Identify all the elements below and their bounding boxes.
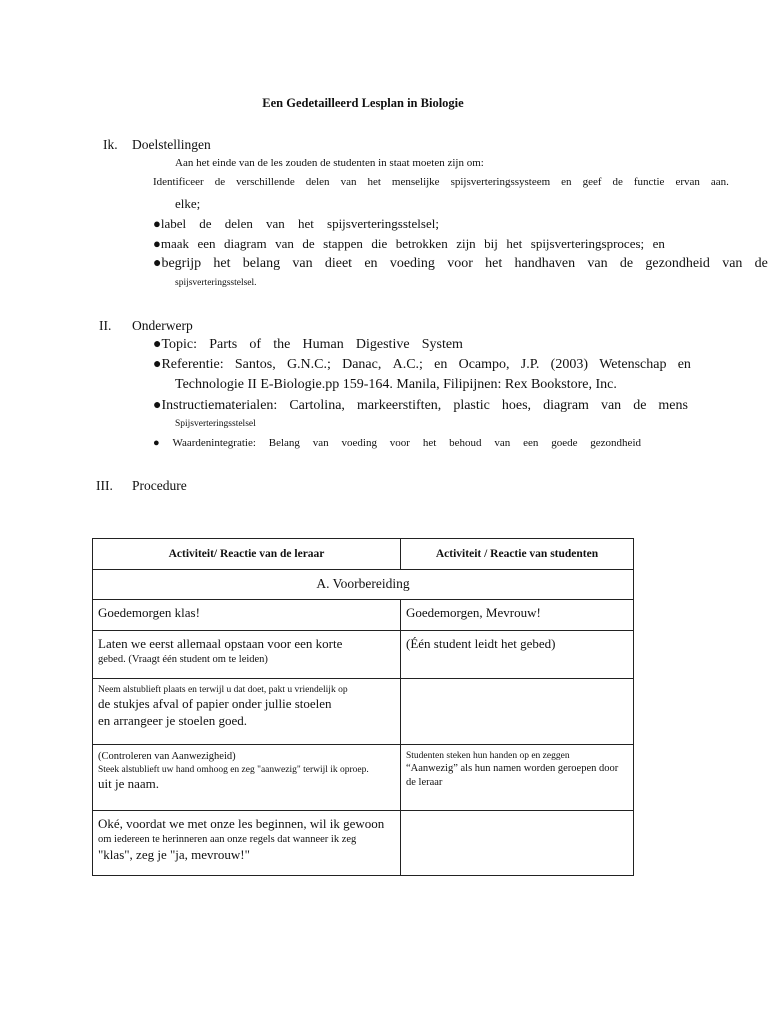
word: functie (633, 176, 665, 188)
objective-bullet-diagram (153, 236, 665, 252)
word: ●maak (153, 236, 190, 251)
teacher-text: Goedemorgen klas! (98, 605, 200, 620)
word: een (197, 236, 216, 251)
teacher-text: "klas", zeg je "ja, mevrouw!" (98, 846, 250, 862)
teacher-cell (93, 679, 401, 745)
word: goede (551, 437, 578, 449)
word: zijn (456, 236, 476, 251)
objective-bullet-label (153, 216, 439, 232)
word: en (561, 176, 572, 188)
word: diagram (224, 236, 267, 251)
student-cell (401, 811, 634, 876)
table-row (93, 811, 634, 876)
word: Waardenintegratie: (172, 437, 256, 449)
student-cell (401, 600, 634, 631)
word: van (292, 256, 313, 271)
word: A.C.; (392, 357, 423, 372)
word: (2003) (550, 357, 588, 372)
word: de (214, 176, 226, 188)
word: delen (305, 176, 330, 188)
teacher-text: om iedereen te herinneren aan onze regels dat wanneer ik zeg (98, 833, 357, 845)
teacher-text: (Controleren van Aanwezigheid) (98, 751, 236, 762)
word: J.P. (520, 357, 540, 372)
student-text: (Één student leidt het gebed) (406, 636, 556, 651)
word: delen (224, 216, 253, 231)
header-students: Activiteit / Reactie van studenten (401, 539, 634, 570)
teacher-cell (93, 745, 401, 811)
header-teacher: Activiteit/ Reactie van de leraar (93, 539, 401, 570)
table-row (93, 631, 634, 679)
word: een (523, 437, 539, 449)
word: menselijke (391, 176, 440, 188)
teacher-cell (93, 811, 401, 876)
section-2-title: Onderwerp (132, 318, 193, 333)
teacher-cell (93, 631, 401, 679)
word: van (266, 216, 285, 231)
word: Belang (268, 437, 300, 449)
teacher-text: de stukjes afval of papier onder jullie stoelen (98, 696, 332, 712)
word: gezondheid (590, 437, 641, 449)
teacher-text: Neem alstublieft plaats en terwijl u dat doet, pakt u vriendelijk op (98, 685, 348, 695)
section-voorbereiding: A. Voorbereiding (93, 570, 634, 600)
word: ●begrijp (153, 256, 202, 271)
word: Danac, (342, 357, 382, 372)
table-row (93, 600, 634, 631)
section-1-number: Ik. (103, 137, 118, 152)
objective-line-2: elke; (175, 196, 201, 211)
word: System (421, 337, 463, 352)
word: plastic (453, 398, 490, 413)
subject-referentie (153, 357, 691, 373)
word: stappen (323, 236, 363, 251)
word: het (213, 256, 231, 271)
word: handhaven (514, 256, 576, 271)
table-row (93, 745, 634, 811)
word: van (600, 398, 622, 413)
word: Wetenschap (599, 357, 667, 372)
word: dieet (324, 256, 353, 271)
word: betrokken (395, 236, 448, 251)
student-text: Goedemorgen, Mevrouw! (406, 605, 541, 620)
word: het (367, 176, 381, 188)
word: Identificeer (153, 176, 204, 188)
word: van (340, 176, 357, 188)
word: voor (447, 256, 473, 271)
word: ● (153, 437, 160, 449)
subject-materialen-tail: Spijsverteringsstelsel (175, 419, 256, 429)
subject-materialen (153, 398, 688, 414)
subject-referentie-tail: Technologie II E-Biologie.pp 159-164. Manila, Filipijnen: Rex Bookstore, Inc. (175, 377, 617, 392)
teacher-text: Oké, voordat we met onze les beginnen, wil ik gewoon (98, 816, 385, 831)
procedure-table (92, 538, 634, 876)
word: diagram (543, 398, 589, 413)
word: Santos, (234, 357, 276, 372)
teacher-text: Steek alstublieft uw hand omhoog en zeg "aanwezig" terwijl ik oproep. (98, 764, 369, 775)
word: G.N.C.; (286, 357, 331, 372)
objective-line-1 (153, 176, 729, 188)
word: ●Referentie: (153, 357, 224, 372)
word: de (633, 398, 647, 413)
section-1-title: Doelstellingen (132, 137, 211, 152)
teacher-cell (93, 600, 401, 631)
objectives-intro: Aan het einde van de les zouden de studenten in staat moeten zijn om: (175, 157, 484, 169)
word: bij (484, 236, 498, 251)
section-3-number: III. (96, 478, 113, 493)
word: gezondheid (645, 256, 710, 271)
word: het (422, 437, 437, 449)
word: Digestive (355, 337, 410, 352)
word: de (199, 216, 212, 231)
objective-bullet-understand (153, 256, 768, 272)
word: en (434, 357, 448, 372)
word: aan. (710, 176, 729, 188)
word: de (302, 236, 315, 251)
word: ●label (153, 216, 187, 231)
word: Cartolina, (289, 398, 345, 413)
table-row (93, 679, 634, 745)
student-cell (401, 631, 634, 679)
word: het (297, 216, 314, 231)
word: verschillende (236, 176, 295, 188)
word: of (249, 337, 262, 352)
word: en (364, 256, 378, 271)
word: de (612, 176, 623, 188)
word: spijsverteringssysteem (450, 176, 551, 188)
word: van (494, 437, 511, 449)
word: spijsverteringsproces; (530, 236, 645, 251)
objective-bullet-tail: spijsverteringsstelsel. (175, 278, 257, 288)
word: ●Instructiematerialen: (153, 398, 278, 413)
word: van (587, 256, 608, 271)
section-2-number: II. (99, 318, 112, 333)
teacher-text: en arrangeer je stoelen goed. (98, 713, 248, 729)
word: die (371, 236, 388, 251)
word: geef (582, 176, 602, 188)
word: de (754, 256, 768, 271)
student-text: “Aanwezig” als hun namen worden geroepen door de leraar (406, 763, 619, 788)
teacher-text: uit je naam. (98, 775, 160, 791)
student-cell (401, 679, 634, 745)
table-header-row (93, 539, 634, 570)
word: de (619, 256, 634, 271)
word: ervan (675, 176, 700, 188)
word: behoud (449, 437, 482, 449)
word: spijsverteringsstelsel; (327, 216, 439, 231)
word: en (677, 357, 691, 372)
word: ●Topic: (153, 337, 198, 352)
word: markeerstiften, (356, 398, 442, 413)
word: voeding (389, 256, 435, 271)
teacher-text: gebed. (Vraagt één student om te leiden) (98, 653, 268, 665)
student-cell (401, 745, 634, 811)
student-text: Studenten steken hun handen op en zeggen (406, 751, 570, 761)
word: the (273, 337, 291, 352)
word: voor (389, 437, 410, 449)
word: het (485, 256, 503, 271)
subject-waardenintegratie (153, 437, 641, 449)
word: van (722, 256, 743, 271)
word: van (275, 236, 294, 251)
word: Ocampo, (458, 357, 510, 372)
teacher-text: Laten we eerst allemaal opstaan voor een korte (98, 636, 343, 651)
word: hoes, (501, 398, 532, 413)
subject-topic (153, 337, 463, 353)
word: belang (242, 256, 281, 271)
word: van (312, 437, 329, 449)
word: het (506, 236, 523, 251)
word: en (652, 236, 665, 251)
word: mens (658, 398, 688, 413)
document-title: Een Gedetailleerd Lesplan in Biologie (262, 96, 464, 110)
word: voeding (341, 437, 377, 449)
word: Human (302, 337, 344, 352)
word: Parts (209, 337, 238, 352)
table-section-row (93, 570, 634, 600)
section-3-title: Procedure (132, 478, 187, 493)
